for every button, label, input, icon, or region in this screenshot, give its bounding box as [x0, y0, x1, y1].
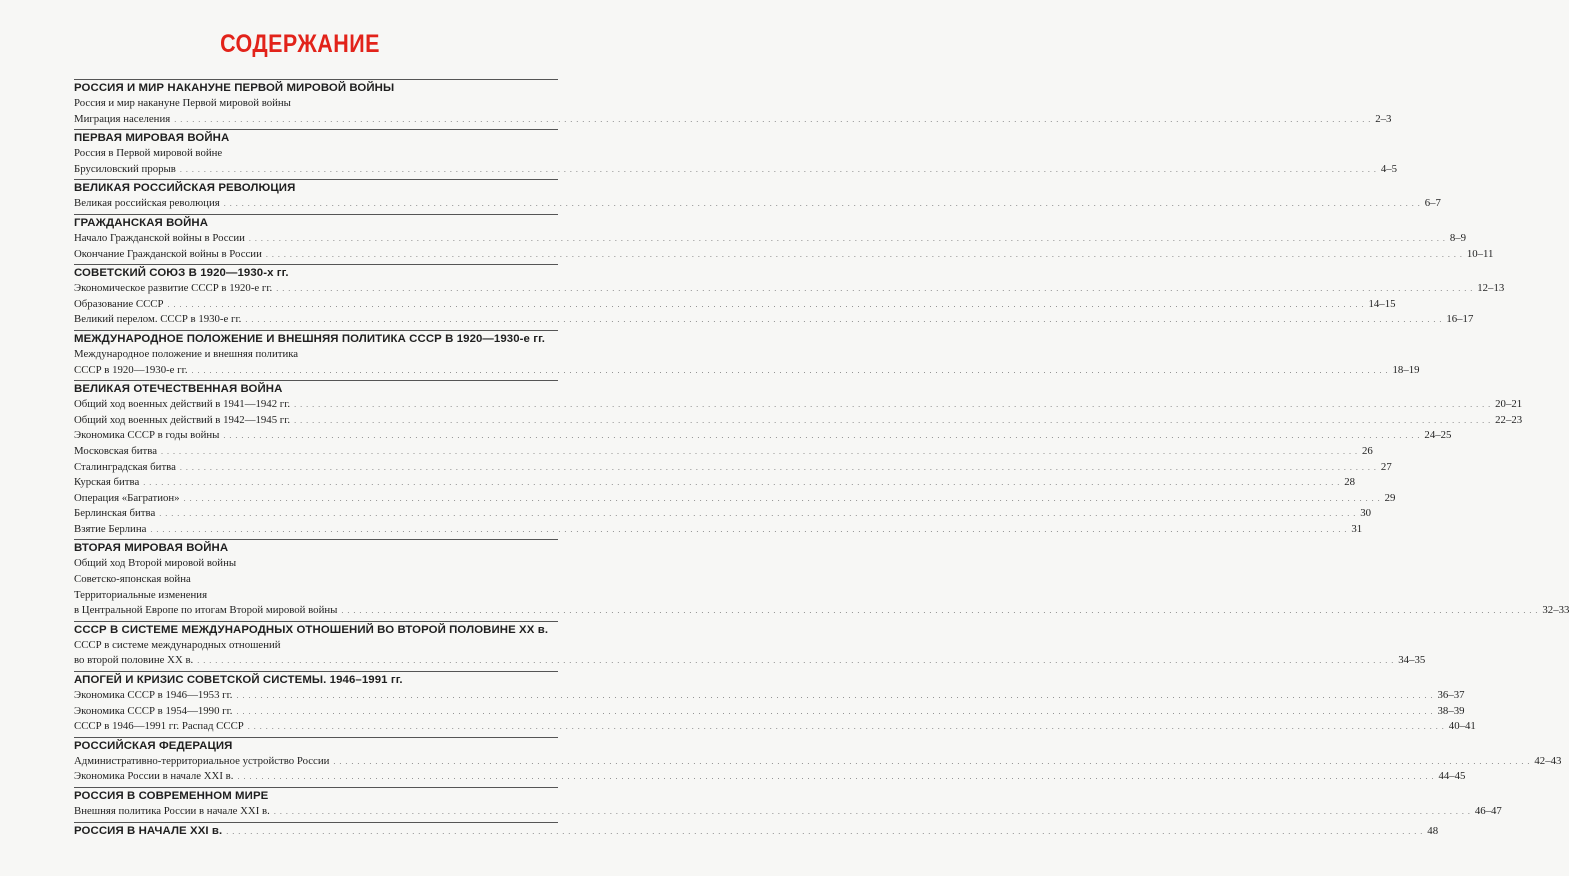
toc-entry[interactable]	[74, 146, 558, 162]
toc-entry[interactable]	[74, 572, 558, 588]
entry-text: Общий ход военных действий в 1942—1945 гг.	[74, 413, 291, 426]
toc-entry[interactable]	[74, 556, 558, 572]
section-heading-text: РОССИЯ В СОВРЕМЕННОМ МИРЕ	[74, 790, 269, 802]
dot-leader: . . . . . . . . . . . . . . . . . . . . . . . . . . . . . . . . . . . . . . . . . . . . . . . . . . . . . . . . . . . . . . . . . . . . . . . . . . . . . . . . . . . . . . . . . . . . . . . . . . . . . . . . . . . . . . . . . . . . . . . . . . . . . . . . . . . . . . . . . . . . . . . . . . . . . . . . . . . . . . . . . . . . . . . . . . . . . . . . . . . . . . . . . . . . . . . . . . . . . . . .	[159, 509, 1357, 519]
section-heading[interactable]	[74, 672, 558, 688]
entry-text: Берлинская битва	[74, 507, 156, 520]
toc-entry[interactable]	[74, 312, 1474, 328]
toc-section	[74, 787, 1502, 820]
toc-entry[interactable]	[74, 247, 1494, 263]
section-heading-text: ПЕРВАЯ МИРОВАЯ ВОЙНА	[74, 132, 230, 145]
toc-section	[74, 539, 1569, 618]
entry-text: Образование СССР	[74, 297, 164, 310]
toc-entry[interactable]	[74, 704, 1465, 720]
dot-leader: . . . . . . . . . . . . . . . . . . . . . . . . . . . . . . . . . . . . . . . . . . . . . . . . . . . . . . . . . . . . . . . . . . . . . . . . . . . . . . . . . . . . . . . . . . . . . . . . . . . . . . . . . . . . . . . . . . . . . . . . . . . . . . . . . . . . . . . . . . . . . . . . . . . . . . . . . . . . . . . . . . . . . . . . . . . . . . . . . . . . . . . . . . . . . . . . . . . . . . . .	[150, 524, 1348, 534]
toc-entry[interactable]	[74, 588, 558, 604]
section-heading[interactable]	[74, 540, 558, 556]
toc-entry[interactable]	[74, 522, 1363, 538]
dot-leader: . . . . . . . . . . . . . . . . . . . . . . . . . . . . . . . . . . . . . . . . . . . . . . . . . . . . . . . . . . . . . . . . . . . . . . . . . . . . . . . . . . . . . . . . . . . . . . . . . . . . . . . . . . . . . . . . . . . . . . . . . . . . . . . . . . . . . . . . . . . . . . . . . . . . . . . . . . . . . . . . . . . . . . . . . . . . . . . . . . . . . . . . . . . . . . . . . . . . . . . .	[226, 826, 1424, 836]
section-heading-text: АПОГЕЙ И КРИЗИС СОВЕТСКОЙ СИСТЕМЫ. 1946–1991 гг.	[74, 674, 403, 687]
page-number: 10–11	[1466, 247, 1494, 260]
entry-text: Внешняя политика России в начале XXI в.	[74, 805, 270, 817]
entry-text: Сталинградская битва	[74, 460, 176, 473]
section-heading[interactable]	[74, 823, 1439, 839]
section-heading[interactable]	[74, 738, 558, 754]
toc-entry[interactable]	[74, 506, 1372, 522]
page-number: 12–13	[1477, 282, 1505, 295]
section-heading[interactable]	[74, 80, 558, 96]
page-number: 42–43	[1534, 754, 1562, 767]
toc-entry[interactable]	[74, 162, 1398, 178]
entry-text: Советско-японская война	[74, 573, 191, 586]
section-heading-text: ВЕЛИКАЯ РОССИЙСКАЯ РЕВОЛЮЦИЯ	[74, 182, 296, 195]
toc-entry[interactable]	[74, 297, 1396, 313]
toc-entry[interactable]	[74, 196, 1441, 212]
toc-entry[interactable]	[74, 603, 1569, 619]
dot-leader: . . . . . . . . . . . . . . . . . . . . . . . . . . . . . . . . . . . . . . . . . . . . . . . . . . . . . . . . . . . . . . . . . . . . . . . . . . . . . . . . . . . . . . . . . . . . . . . . . . . . . . . . . . . . . . . . . . . . . . . . . . . . . . . . . . . . . . . . . . . . . . . . . . . . . . . . . . . . . . . . . . . . . . . . . . . . . . . . . . . . . . . . . . . . . . . . . . . . . . . .	[161, 446, 1358, 456]
toc-entry[interactable]	[74, 719, 1476, 735]
page-number: 8–9	[1449, 231, 1467, 244]
entry-text: Взятие Берлина	[74, 522, 147, 535]
dot-leader: . . . . . . . . . . . . . . . . . . . . . . . . . . . . . . . . . . . . . . . . . . . . . . . . . . . . . . . . . . . . . . . . . . . . . . . . . . . . . . . . . . . . . . . . . . . . . . . . . . . . . . . . . . . . . . . . . . . . . . . . . . . . . . . . . . . . . . . . . . . . . . . . . . . . . . . . . . . . . . . . . . . . . . . . . . . . . . . . . . . . . . . . . . . . . . . . . . . . . . . .	[183, 493, 1381, 503]
dot-leader: . . . . . . . . . . . . . . . . . . . . . . . . . . . . . . . . . . . . . . . . . . . . . . . . . . . . . . . . . . . . . . . . . . . . . . . . . . . . . . . . . . . . . . . . . . . . . . . . . . . . . . . . . . . . . . . . . . . . . . . . . . . . . . . . . . . . . . . . . . . . . . . . . . . . . . . . . . . . . . . . . . . . . . . . . . . . . . . . . . . . . . . . . . . . . . . . . . . . . . . .	[197, 656, 1395, 666]
toc-entry[interactable]	[74, 112, 1392, 128]
page-number: 28	[1344, 476, 1356, 489]
dot-leader: . . . . . . . . . . . . . . . . . . . . . . . . . . . . . . . . . . . . . . . . . . . . . . . . . . . . . . . . . . . . . . . . . . . . . . . . . . . . . . . . . . . . . . . . . . . . . . . . . . . . . . . . . . . . . . . . . . . . . . . . . . . . . . . . . . . . . . . . . . . . . . . . . . . . . . . . . . . . . . . . . . . . . . . . . . . . . . . . . . . . . . . . . . . . . . . . . . . . . . . .	[223, 431, 1421, 441]
entry-text: Россия в Первой мировой войне	[74, 147, 223, 160]
page-number: 38–39	[1437, 704, 1465, 717]
toc-entry[interactable]	[74, 460, 1392, 476]
section-heading[interactable]	[74, 331, 558, 347]
toc-section	[74, 179, 1441, 212]
toc-entry[interactable]	[74, 281, 1505, 297]
section-heading-text: ВЕЛИКАЯ ОТЕЧЕСТВЕННАЯ ВОЙНА	[74, 383, 283, 396]
dot-leader: . . . . . . . . . . . . . . . . . . . . . . . . . . . . . . . . . . . . . . . . . . . . . . . . . . . . . . . . . . . . . . . . . . . . . . . . . . . . . . . . . . . . . . . . . . . . . . . . . . . . . . . . . . . . . . . . . . . . . . . . . . . . . . . . . . . . . . . . . . . . . . . . . . . . . . . . . . . . . . . . . . . . . . . . . . . . . . . . . . . . . . . . . . . . . . . . . . . . . . . .	[273, 807, 1471, 816]
dot-leader: . . . . . . . . . . . . . . . . . . . . . . . . . . . . . . . . . . . . . . . . . . . . . . . . . . . . . . . . . . . . . . . . . . . . . . . . . . . . . . . . . . . . . . . . . . . . . . . . . . . . . . . . . . . . . . . . . . . . . . . . . . . . . . . . . . . . . . . . . . . . . . . . . . . . . . . . . . . . . . . . . . . . . . . . . . . . . . . . . . . . . . . . . . . . . . . . . . . . . . . .	[333, 756, 1531, 766]
page-number: 31	[1351, 522, 1363, 535]
entry-text: Экономика СССР в 1954—1990 гг.	[74, 704, 233, 717]
page-number: 14–15	[1368, 297, 1396, 310]
section-heading-text: РОССИЯ И МИР НАКАНУНЕ ПЕРВОЙ МИРОВОЙ ВОЙНЫ	[74, 82, 395, 94]
entry-text: Экономика СССР в 1946—1953 гг.	[74, 689, 233, 702]
section-heading-text: ВТОРАЯ МИРОВАЯ ВОЙНА	[74, 542, 229, 555]
toc-entry[interactable]	[74, 754, 1562, 770]
page-number: 16–17	[1446, 313, 1474, 326]
toc-section	[74, 822, 1439, 839]
toc-section	[74, 621, 1426, 669]
entry-text: Административно-территориальное устройство России	[74, 754, 330, 767]
section-heading-text: ГРАЖДАНСКАЯ ВОЙНА	[74, 216, 209, 229]
entry-text: Общий ход военных действий в 1941—1942 гг.	[74, 398, 291, 411]
toc-section	[74, 264, 1505, 328]
toc-entry[interactable]	[74, 688, 1465, 704]
toc-section	[74, 671, 1476, 735]
dot-leader: . . . . . . . . . . . . . . . . . . . . . . . . . . . . . . . . . . . . . . . . . . . . . . . . . . . . . . . . . . . . . . . . . . . . . . . . . . . . . . . . . . . . . . . . . . . . . . . . . . . . . . . . . . . . . . . . . . . . . . . . . . . . . . . . . . . . . . . . . . . . . . . . . . . . . . . . . . . . . . . . . . . . . . . . . . . . . . . . . . . . . . . . . . . . . . . . . . . . . . . .	[294, 415, 1492, 425]
toc-section	[74, 737, 1562, 785]
entry-text: Начало Гражданской войны в России	[74, 231, 245, 244]
section-heading[interactable]	[74, 265, 558, 281]
entry-text: СССР в 1946—1991 гг. Распад СССР	[74, 720, 244, 733]
entry-text: Россия и мир накануне Первой мировой войны	[74, 97, 291, 109]
dot-leader: . . . . . . . . . . . . . . . . . . . . . . . . . . . . . . . . . . . . . . . . . . . . . . . . . . . . . . . . . . . . . . . . . . . . . . . . . . . . . . . . . . . . . . . . . . . . . . . . . . . . . . . . . . . . . . . . . . . . . . . . . . . . . . . . . . . . . . . . . . . . . . . . . . . . . . . . . . . . . . . . . . . . . . . . . . . . . . . . . . . . . . . . . . . . . . . . . . . . . . . .	[294, 400, 1492, 410]
dot-leader: . . . . . . . . . . . . . . . . . . . . . . . . . . . . . . . . . . . . . . . . . . . . . . . . . . . . . . . . . . . . . . . . . . . . . . . . . . . . . . . . . . . . . . . . . . . . . . . . . . . . . . . . . . . . . . . . . . . . . . . . . . . . . . . . . . . . . . . . . . . . . . . . . . . . . . . . . . . . . . . . . . . . . . . . . . . . . . . . . . . . . . . . . . . . . . . . . . . . . . . .	[236, 706, 1434, 716]
dot-leader: . . . . . . . . . . . . . . . . . . . . . . . . . . . . . . . . . . . . . . . . . . . . . . . . . . . . . . . . . . . . . . . . . . . . . . . . . . . . . . . . . . . . . . . . . . . . . . . . . . . . . . . . . . . . . . . . . . . . . . . . . . . . . . . . . . . . . . . . . . . . . . . . . . . . . . . . . . . . . . . . . . . . . . . . . . . . . . . . . . . . . . . . . . . . . . . . . . . . . . . .	[236, 691, 1434, 701]
dot-leader: . . . . . . . . . . . . . . . . . . . . . . . . . . . . . . . . . . . . . . . . . . . . . . . . . . . . . . . . . . . . . . . . . . . . . . . . . . . . . . . . . . . . . . . . . . . . . . . . . . . . . . . . . . . . . . . . . . . . . . . . . . . . . . . . . . . . . . . . . . . . . . . . . . . . . . . . . . . . . . . . . . . . . . . . . . . . . . . . . . . . . . . . . . . . . . . . . . . . . . . .	[237, 772, 1435, 782]
entry-text: Брусиловский прорыв	[74, 162, 176, 175]
page-number: 40–41	[1448, 720, 1476, 733]
dot-leader: . . . . . . . . . . . . . . . . . . . . . . . . . . . . . . . . . . . . . . . . . . . . . . . . . . . . . . . . . . . . . . . . . . . . . . . . . . . . . . . . . . . . . . . . . . . . . . . . . . . . . . . . . . . . . . . . . . . . . . . . . . . . . . . . . . . . . . . . . . . . . . . . . . . . . . . . . . . . . . . . . . . . . . . . . . . . . . . . . . . . . . . . . . . . . . . . . . . . . . . .	[245, 315, 1443, 325]
toc-entry[interactable]	[74, 96, 558, 112]
page-number: 30	[1360, 507, 1372, 520]
toc-entry[interactable]	[74, 769, 1466, 785]
dot-leader: . . . . . . . . . . . . . . . . . . . . . . . . . . . . . . . . . . . . . . . . . . . . . . . . . . . . . . . . . . . . . . . . . . . . . . . . . . . . . . . . . . . . . . . . . . . . . . . . . . . . . . . . . . . . . . . . . . . . . . . . . . . . . . . . . . . . . . . . . . . . . . . . . . . . . . . . . . . . . . . . . . . . . . . . . . . . . . . . . . . . . . . . . . . . . . . . . . . . . . . .	[276, 284, 1474, 294]
toc-entry[interactable]	[74, 653, 1426, 669]
entry-text: Международное положение и внешняя политика	[74, 347, 299, 360]
page-number: 18–19	[1392, 363, 1420, 376]
section-heading[interactable]	[74, 622, 558, 638]
page-number: 2–3	[1375, 112, 1392, 125]
page-number: 4–5	[1380, 162, 1398, 175]
entry-text: Великая российская революция	[74, 197, 220, 210]
page-number: 32–33	[1542, 604, 1569, 617]
page-number: 36–37	[1437, 689, 1465, 702]
section-heading[interactable]	[74, 130, 558, 146]
section-heading[interactable]	[74, 215, 558, 231]
section-heading-text: РОССИЯ В НАЧАЛЕ XXI в.	[74, 824, 223, 837]
entry-text: Экономика СССР в годы войны	[74, 429, 220, 442]
entry-text: Операция «Багратион»	[74, 491, 180, 504]
toc-entry[interactable]	[74, 231, 1467, 247]
toc-entry[interactable]	[74, 444, 1373, 460]
entry-text: во второй половине XX в.	[74, 654, 194, 667]
entry-text: СССР в 1920—1930-е гг.	[74, 363, 188, 376]
toc-entry[interactable]	[74, 347, 558, 363]
page-number: 34–35	[1398, 654, 1426, 667]
dot-leader: . . . . . . . . . . . . . . . . . . . . . . . . . . . . . . . . . . . . . . . . . . . . . . . . . . . . . . . . . . . . . . . . . . . . . . . . . . . . . . . . . . . . . . . . . . . . . . . . . . . . . . . . . . . . . . . . . . . . . . . . . . . . . . . . . . . . . . . . . . . . . . . . . . . . . . . . . . . . . . . . . . . . . . . . . . . . . . . . . . . . . . . . . . . . . . . . . . . . . . . .	[179, 462, 1377, 472]
entry-text: Общий ход Второй мировой войны	[74, 557, 237, 570]
toc-entry[interactable]	[74, 804, 1502, 820]
entry-text: Экономика России в начале XXI в.	[74, 770, 234, 783]
section-heading-text: РОССИЙСКАЯ ФЕДЕРАЦИЯ	[74, 739, 233, 752]
dot-leader: . . . . . . . . . . . . . . . . . . . . . . . . . . . . . . . . . . . . . . . . . . . . . . . . . . . . . . . . . . . . . . . . . . . . . . . . . . . . . . . . . . . . . . . . . . . . . . . . . . . . . . . . . . . . . . . . . . . . . . . . . . . . . . . . . . . . . . . . . . . . . . . . . . . . . . . . . . . . . . . . . . . . . . . . . . . . . . . . . . . . . . . . . . . . . . . . . . . . . . . .	[341, 606, 1539, 616]
toc-section	[74, 79, 1392, 127]
entry-text: Московская битва	[74, 444, 157, 457]
toc-entry[interactable]	[74, 397, 1523, 413]
page-number: 24–25	[1424, 429, 1452, 442]
page-number: 6–7	[1424, 197, 1441, 210]
section-heading[interactable]	[74, 381, 558, 397]
section-heading[interactable]	[74, 788, 558, 804]
page-number: 44–45	[1438, 770, 1466, 783]
page-number: 26	[1362, 444, 1373, 457]
dot-leader: . . . . . . . . . . . . . . . . . . . . . . . . . . . . . . . . . . . . . . . . . . . . . . . . . . . . . . . . . . . . . . . . . . . . . . . . . . . . . . . . . . . . . . . . . . . . . . . . . . . . . . . . . . . . . . . . . . . . . . . . . . . . . . . . . . . . . . . . . . . . . . . . . . . . . . . . . . . . . . . . . . . . . . . . . . . . . . . . . . . . . . . . . . . . . . . . . . . . . . . .	[247, 722, 1445, 732]
toc-section	[74, 330, 1420, 378]
section-heading-text: МЕЖДУНАРОДНОЕ ПОЛОЖЕНИЕ И ВНЕШНЯЯ ПОЛИТИКА СССР В 1920—1930-е гг.	[74, 332, 546, 345]
dot-leader: . . . . . . . . . . . . . . . . . . . . . . . . . . . . . . . . . . . . . . . . . . . . . . . . . . . . . . . . . . . . . . . . . . . . . . . . . . . . . . . . . . . . . . . . . . . . . . . . . . . . . . . . . . . . . . . . . . . . . . . . . . . . . . . . . . . . . . . . . . . . . . . . . . . . . . . . . . . . . . . . . . . . . . . . . . . . . . . . . . . . . . . . . . . . . . . . . . . . . . . .	[179, 164, 1377, 174]
page-number: 20–21	[1495, 398, 1523, 411]
dot-leader: . . . . . . . . . . . . . . . . . . . . . . . . . . . . . . . . . . . . . . . . . . . . . . . . . . . . . . . . . . . . . . . . . . . . . . . . . . . . . . . . . . . . . . . . . . . . . . . . . . . . . . . . . . . . . . . . . . . . . . . . . . . . . . . . . . . . . . . . . . . . . . . . . . . . . . . . . . . . . . . . . . . . . . . . . . . . . . . . . . . . . . . . . . . . . . . . . . . . . . . .	[191, 365, 1389, 375]
entry-text: Курская битва	[74, 476, 140, 489]
page-number: 46–47	[1474, 805, 1502, 817]
page-number: 29	[1384, 491, 1396, 504]
dot-leader: . . . . . . . . . . . . . . . . . . . . . . . . . . . . . . . . . . . . . . . . . . . . . . . . . . . . . . . . . . . . . . . . . . . . . . . . . . . . . . . . . . . . . . . . . . . . . . . . . . . . . . . . . . . . . . . . . . . . . . . . . . . . . . . . . . . . . . . . . . . . . . . . . . . . . . . . . . . . . . . . . . . . . . . . . . . . . . . . . . . . . . . . . . . . . . . . . . . . . . . .	[167, 299, 1365, 309]
entry-text: Окончание Гражданской войны в России	[74, 247, 262, 260]
dot-leader: . . . . . . . . . . . . . . . . . . . . . . . . . . . . . . . . . . . . . . . . . . . . . . . . . . . . . . . . . . . . . . . . . . . . . . . . . . . . . . . . . . . . . . . . . . . . . . . . . . . . . . . . . . . . . . . . . . . . . . . . . . . . . . . . . . . . . . . . . . . . . . . . . . . . . . . . . . . . . . . . . . . . . . . . . . . . . . . . . . . . . . . . . . . . . . . . . . . . . . . .	[223, 199, 1421, 209]
dot-leader: . . . . . . . . . . . . . . . . . . . . . . . . . . . . . . . . . . . . . . . . . . . . . . . . . . . . . . . . . . . . . . . . . . . . . . . . . . . . . . . . . . . . . . . . . . . . . . . . . . . . . . . . . . . . . . . . . . . . . . . . . . . . . . . . . . . . . . . . . . . . . . . . . . . . . . . . . . . . . . . . . . . . . . . . . . . . . . . . . . . . . . . . . . . . . . . . . . . . . . . .	[143, 478, 1341, 488]
toc-entry[interactable]	[74, 363, 1420, 379]
toc-section	[74, 380, 1523, 537]
toc-entry[interactable]	[74, 475, 1356, 491]
entry-text: Миграция населения	[74, 112, 171, 125]
section-heading-text: СОВЕТСКИЙ СОЮЗ В 1920—1930-х гг.	[74, 267, 289, 280]
entry-text: в Центральной Европе по итогам Второй мировой войны	[74, 604, 338, 617]
toc-entry[interactable]	[74, 413, 1523, 429]
toc-section	[74, 214, 1494, 262]
table-of-contents	[74, 79, 1569, 841]
dot-leader: . . . . . . . . . . . . . . . . . . . . . . . . . . . . . . . . . . . . . . . . . . . . . . . . . . . . . . . . . . . . . . . . . . . . . . . . . . . . . . . . . . . . . . . . . . . . . . . . . . . . . . . . . . . . . . . . . . . . . . . . . . . . . . . . . . . . . . . . . . . . . . . . . . . . . . . . . . . . . . . . . . . . . . . . . . . . . . . . . . . . . . . . . . . . . . . . . . . . . . . .	[174, 114, 1372, 124]
toc-entry[interactable]	[74, 638, 558, 654]
page-title: СОДЕРЖАНИЕ	[220, 30, 380, 58]
entry-text: Великий перелом. СССР в 1930-е гг.	[74, 313, 242, 326]
section-heading[interactable]	[74, 180, 558, 196]
page-number: 27	[1380, 460, 1392, 473]
entry-text: Экономическое развитие СССР в 1920-е гг.	[74, 282, 273, 295]
dot-leader: . . . . . . . . . . . . . . . . . . . . . . . . . . . . . . . . . . . . . . . . . . . . . . . . . . . . . . . . . . . . . . . . . . . . . . . . . . . . . . . . . . . . . . . . . . . . . . . . . . . . . . . . . . . . . . . . . . . . . . . . . . . . . . . . . . . . . . . . . . . . . . . . . . . . . . . . . . . . . . . . . . . . . . . . . . . . . . . . . . . . . . . . . . . . . . . . . . . . . . . .	[248, 233, 1446, 243]
toc-entry[interactable]	[74, 428, 1452, 444]
page-number: 48	[1427, 824, 1439, 837]
section-heading-text: СССР В СИСТЕМЕ МЕЖДУНАРОДНЫХ ОТНОШЕНИЙ ВО ВТОРОЙ ПОЛОВИНЕ XX в.	[74, 623, 549, 636]
toc-entry[interactable]	[74, 491, 1396, 507]
entry-text: СССР в системе международных отношений	[74, 638, 281, 651]
toc-section	[74, 129, 1398, 177]
page-number: 22–23	[1495, 413, 1523, 426]
dot-leader: . . . . . . . . . . . . . . . . . . . . . . . . . . . . . . . . . . . . . . . . . . . . . . . . . . . . . . . . . . . . . . . . . . . . . . . . . . . . . . . . . . . . . . . . . . . . . . . . . . . . . . . . . . . . . . . . . . . . . . . . . . . . . . . . . . . . . . . . . . . . . . . . . . . . . . . . . . . . . . . . . . . . . . . . . . . . . . . . . . . . . . . . . . . . . . . . . . . . . . . .	[265, 249, 1463, 259]
entry-text: Территориальные изменения	[74, 588, 208, 601]
